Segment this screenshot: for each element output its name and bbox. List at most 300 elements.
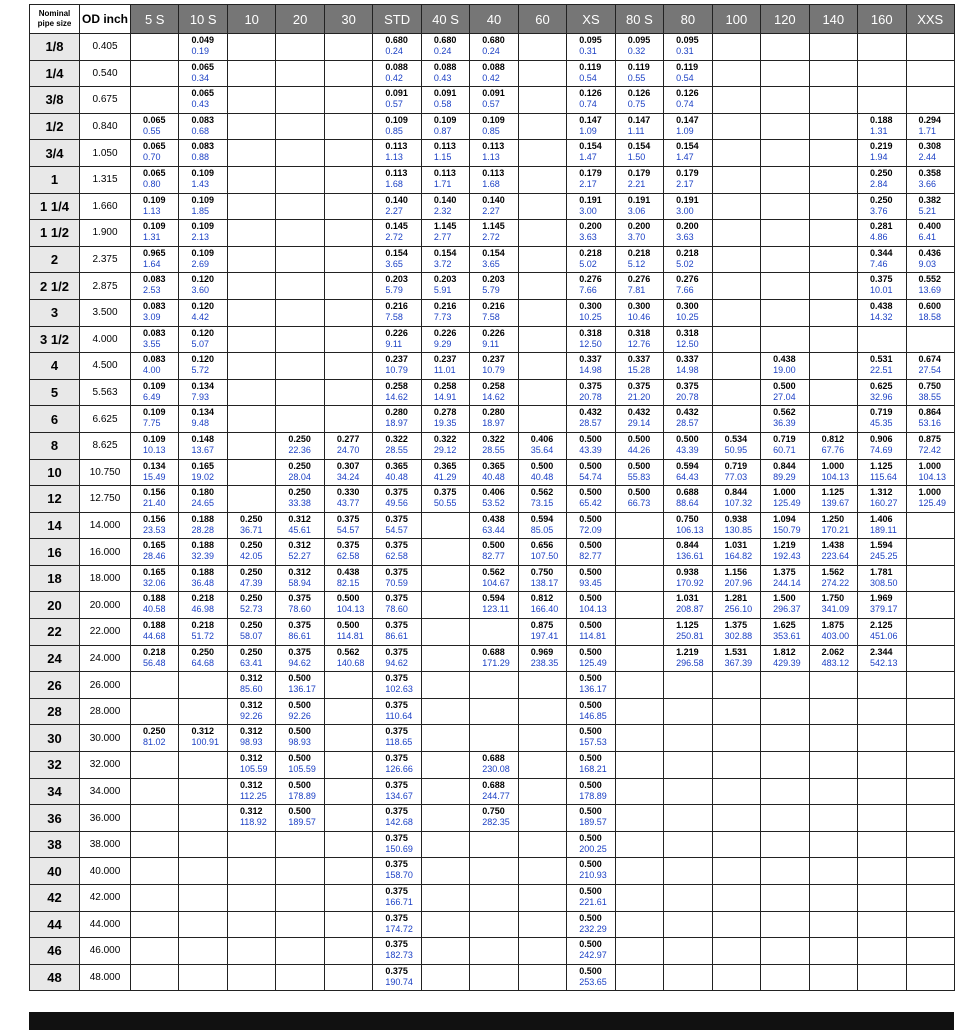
pipe-weight: 0.42 <box>482 72 500 83</box>
schedule-cell <box>373 565 421 592</box>
pipe-weight: 157.53 <box>579 737 607 748</box>
wall-thickness: 0.400 <box>918 221 942 232</box>
wall-thickness: 0.109 <box>191 247 214 258</box>
schedule-cell <box>858 353 906 380</box>
schedule-cell <box>227 246 275 273</box>
pipe-weight: 1.31 <box>143 232 161 243</box>
pipe-weight: 28.57 <box>579 418 602 429</box>
pipe-weight: 22.36 <box>288 444 311 455</box>
pipe-weight: 2.27 <box>385 205 403 216</box>
wall-thickness: 0.322 <box>433 433 457 444</box>
schedule-cell <box>373 858 421 885</box>
schedule-cell <box>421 539 469 566</box>
table-row <box>30 512 955 539</box>
schedule-cell <box>906 858 954 885</box>
schedule-cell <box>906 166 954 193</box>
schedule-cell <box>518 565 566 592</box>
table-row <box>30 87 955 114</box>
wall-thickness: 0.113 <box>385 141 408 152</box>
schedule-cell <box>131 858 179 885</box>
wall-thickness: 0.049 <box>191 35 214 45</box>
pipe-weight: 118.65 <box>385 737 413 748</box>
pipe-weight: 21.20 <box>627 391 651 402</box>
schedule-cell <box>906 911 954 938</box>
schedule-cell <box>421 911 469 938</box>
schedule-cell <box>712 885 760 912</box>
schedule-cell <box>858 140 906 167</box>
wall-thickness: 0.113 <box>482 141 505 152</box>
pipe-weight: 7.75 <box>143 418 161 429</box>
schedule-cell <box>664 486 712 513</box>
wall-thickness: 0.375 <box>288 646 311 657</box>
schedule-cell <box>664 565 712 592</box>
schedule-cell <box>421 672 469 699</box>
schedule-cell <box>567 113 615 140</box>
table-body <box>30 34 955 991</box>
nominal-size-cell: 3/4 <box>30 140 80 167</box>
schedule-cell <box>761 166 809 193</box>
schedule-cell <box>179 885 227 912</box>
wall-thickness: 0.500 <box>579 699 602 710</box>
schedule-cell <box>567 938 615 965</box>
schedule-cell <box>518 858 566 885</box>
pipe-weight: 2.17 <box>579 178 597 189</box>
schedule-cell <box>761 459 809 486</box>
od-cell: 44.000 <box>80 911 131 938</box>
pipe-weight: 114.81 <box>579 631 607 642</box>
wall-thickness: 0.148 <box>191 433 214 444</box>
schedule-cell <box>518 885 566 912</box>
pipe-weight: 192.43 <box>773 551 801 562</box>
pipe-weight: 5.91 <box>433 285 452 296</box>
schedule-cell <box>324 592 372 619</box>
wall-thickness: 0.065 <box>143 141 166 152</box>
wall-thickness: 1.031 <box>724 540 748 551</box>
pipe-weight: 12.76 <box>627 338 651 349</box>
pipe-weight: 63.44 <box>482 524 505 535</box>
wall-thickness: 0.500 <box>336 620 360 631</box>
schedule-cell <box>131 885 179 912</box>
pipe-weight: 18.97 <box>482 418 505 429</box>
schedule-cell <box>664 805 712 832</box>
pipe-weight: 130.85 <box>724 524 753 535</box>
wall-thickness: 0.095 <box>579 35 602 45</box>
wall-thickness: 0.165 <box>143 566 166 577</box>
schedule-cell <box>324 486 372 513</box>
pipe-weight: 178.89 <box>579 790 607 801</box>
wall-thickness: 0.375 <box>385 566 408 577</box>
pipe-weight: 5.72 <box>191 365 209 376</box>
schedule-header: 80 <box>664 5 712 34</box>
schedule-cell <box>809 938 857 965</box>
schedule-cell <box>179 220 227 247</box>
pipe-weight: 308.50 <box>870 577 898 588</box>
schedule-cell <box>906 645 954 672</box>
schedule-cell <box>858 592 906 619</box>
schedule-cell <box>131 911 179 938</box>
pipe-weight: 9.29 <box>433 338 452 349</box>
wall-thickness: 0.083 <box>143 327 166 338</box>
schedule-cell <box>373 273 421 300</box>
schedule-cell <box>615 672 663 699</box>
od-cell: 46.000 <box>80 938 131 965</box>
pipe-weight: 3.72 <box>433 258 452 269</box>
schedule-cell <box>664 539 712 566</box>
schedule-cell <box>179 166 227 193</box>
wall-thickness: 0.500 <box>627 433 651 444</box>
pipe-weight: 38.55 <box>918 391 942 402</box>
schedule-cell <box>858 964 906 991</box>
schedule-cell <box>809 512 857 539</box>
wall-thickness: 0.500 <box>627 460 651 471</box>
pipe-weight: 28.46 <box>143 551 166 562</box>
wall-thickness: 0.203 <box>433 274 457 285</box>
schedule-cell <box>567 353 615 380</box>
schedule-cell <box>858 166 906 193</box>
schedule-cell <box>227 964 275 991</box>
wall-thickness: 0.203 <box>482 274 505 285</box>
schedule-cell <box>131 565 179 592</box>
pipe-weight: 0.74 <box>676 99 694 110</box>
schedule-cell <box>712 193 760 220</box>
pipe-weight: 94.62 <box>288 657 311 668</box>
pipe-weight: 0.24 <box>482 46 500 56</box>
schedule-cell <box>227 459 275 486</box>
schedule-cell <box>615 938 663 965</box>
schedule-cell <box>615 87 663 114</box>
bottom-bar <box>29 1012 954 1030</box>
schedule-cell <box>809 911 857 938</box>
pipe-weight: 40.48 <box>530 471 554 482</box>
nominal-size-cell: 6 <box>30 406 80 433</box>
schedule-cell <box>664 246 712 273</box>
pipe-weight: 10.79 <box>385 365 408 376</box>
schedule-cell <box>227 938 275 965</box>
schedule-cell <box>809 805 857 832</box>
nominal-size-cell: 2 1/2 <box>30 273 80 300</box>
schedule-cell <box>615 60 663 87</box>
table-row <box>30 539 955 566</box>
wall-thickness: 1.625 <box>773 620 796 631</box>
schedule-cell <box>664 938 712 965</box>
wall-thickness: 0.500 <box>530 460 554 471</box>
wall-thickness: 1.594 <box>870 540 893 551</box>
wall-thickness: 0.969 <box>530 646 554 657</box>
wall-thickness: 0.375 <box>676 380 699 391</box>
schedule-cell <box>373 619 421 646</box>
table-row <box>30 831 955 858</box>
schedule-cell <box>809 565 857 592</box>
pipe-weight: 28.28 <box>191 524 214 535</box>
schedule-cell <box>421 805 469 832</box>
schedule-cell <box>664 459 712 486</box>
schedule-cell <box>518 672 566 699</box>
wall-thickness: 0.500 <box>288 806 311 817</box>
wall-thickness: 0.500 <box>773 380 796 391</box>
schedule-cell <box>179 698 227 725</box>
schedule-cell <box>906 512 954 539</box>
pipe-weight: 0.87 <box>433 125 452 136</box>
schedule-cell <box>906 698 954 725</box>
pipe-weight: 7.93 <box>191 391 209 402</box>
schedule-cell <box>179 911 227 938</box>
wall-thickness: 0.680 <box>433 35 457 45</box>
schedule-cell <box>518 831 566 858</box>
schedule-cell <box>324 698 372 725</box>
pipe-weight: 136.17 <box>288 684 316 695</box>
pipe-weight: 92.26 <box>239 710 263 721</box>
pipe-weight: 0.54 <box>579 72 597 83</box>
nominal-size-cell: 34 <box>30 778 80 805</box>
wall-thickness: 0.375 <box>336 540 360 551</box>
schedule-cell <box>809 220 857 247</box>
schedule-cell <box>227 698 275 725</box>
table-row <box>30 565 955 592</box>
wall-thickness: 0.375 <box>385 859 408 870</box>
pipe-weight: 6.49 <box>143 391 161 402</box>
pipe-weight: 50.55 <box>433 498 457 509</box>
schedule-cell <box>324 752 372 779</box>
schedule-cell <box>567 805 615 832</box>
wall-thickness: 0.120 <box>191 274 214 285</box>
schedule-header: XXS <box>906 5 954 34</box>
schedule-cell <box>761 140 809 167</box>
schedule-cell <box>179 592 227 619</box>
schedule-cell <box>518 166 566 193</box>
wall-thickness: 0.226 <box>385 327 408 338</box>
table-row <box>30 645 955 672</box>
schedule-header: 5 S <box>131 5 179 34</box>
pipe-weight: 150.69 <box>385 843 413 854</box>
wall-thickness: 0.134 <box>143 460 166 471</box>
od-cell: 0.675 <box>80 87 131 114</box>
schedule-cell <box>712 805 760 832</box>
schedule-cell <box>761 752 809 779</box>
schedule-cell <box>518 113 566 140</box>
schedule-header: 10 S <box>179 5 227 34</box>
pipe-weight: 1.47 <box>676 152 694 163</box>
table-row <box>30 379 955 406</box>
wall-thickness: 0.750 <box>676 513 699 524</box>
wall-thickness: 0.237 <box>433 354 457 365</box>
pipe-weight: 353.61 <box>773 631 801 642</box>
pipe-weight: 13.67 <box>191 444 214 455</box>
schedule-cell <box>809 166 857 193</box>
wall-thickness: 1.125 <box>676 620 699 631</box>
schedule-cell <box>227 166 275 193</box>
pipe-weight: 123.11 <box>482 604 510 615</box>
schedule-cell <box>131 539 179 566</box>
schedule-cell <box>470 166 518 193</box>
schedule-cell <box>227 752 275 779</box>
table-row <box>30 299 955 326</box>
schedule-cell <box>615 698 663 725</box>
pipe-weight: 5.07 <box>191 338 209 349</box>
schedule-cell <box>858 406 906 433</box>
table-row <box>30 805 955 832</box>
schedule-cell <box>421 459 469 486</box>
pipe-weight: 3.63 <box>676 232 694 243</box>
wall-thickness: 0.065 <box>143 114 166 125</box>
wall-thickness: 0.276 <box>676 274 699 285</box>
wall-thickness: 0.500 <box>579 646 602 657</box>
wall-thickness: 0.500 <box>676 433 699 444</box>
schedule-cell <box>906 406 954 433</box>
pipe-weight: 10.79 <box>482 365 505 376</box>
schedule-cell <box>615 432 663 459</box>
schedule-cell <box>421 619 469 646</box>
nominal-size-cell: 22 <box>30 619 80 646</box>
wall-thickness: 0.562 <box>482 566 505 577</box>
schedule-cell <box>712 911 760 938</box>
schedule-cell <box>179 539 227 566</box>
wall-thickness: 0.218 <box>191 620 214 631</box>
schedule-cell <box>421 34 469 61</box>
schedule-header: 40 S <box>421 5 469 34</box>
schedule-cell <box>518 353 566 380</box>
nominal-size-cell: 10 <box>30 459 80 486</box>
table-row <box>30 166 955 193</box>
schedule-cell <box>664 831 712 858</box>
schedule-cell <box>470 778 518 805</box>
pipe-weight: 35.64 <box>530 444 554 455</box>
schedule-cell <box>858 34 906 61</box>
schedule-cell <box>518 459 566 486</box>
schedule-cell <box>276 486 324 513</box>
wall-thickness: 0.330 <box>336 487 360 498</box>
wall-thickness: 0.594 <box>530 513 554 524</box>
pipe-weight: 5.12 <box>627 258 646 269</box>
schedule-header: 120 <box>761 5 809 34</box>
schedule-cell <box>421 113 469 140</box>
schedule-cell <box>518 619 566 646</box>
schedule-cell <box>276 831 324 858</box>
pipe-weight: 7.58 <box>385 311 403 322</box>
pipe-weight: 45.35 <box>870 418 893 429</box>
schedule-cell <box>373 353 421 380</box>
pipe-weight: 0.70 <box>143 152 161 163</box>
schedule-cell <box>809 831 857 858</box>
pipe-weight: 190.74 <box>385 976 413 987</box>
pipe-weight: 250.81 <box>676 631 704 642</box>
schedule-cell <box>664 619 712 646</box>
schedule-cell <box>809 672 857 699</box>
nominal-size-cell: 1 1/4 <box>30 193 80 220</box>
wall-thickness: 1.156 <box>724 566 748 577</box>
schedule-cell <box>567 885 615 912</box>
wall-thickness: 0.500 <box>579 673 602 684</box>
table-row <box>30 885 955 912</box>
pipe-weight: 64.68 <box>191 657 214 668</box>
wall-thickness: 0.200 <box>676 221 699 232</box>
pipe-weight: 3.76 <box>870 205 888 216</box>
pipe-weight: 4.00 <box>143 365 161 376</box>
wall-thickness: 0.065 <box>191 88 214 99</box>
od-header: OD inch <box>80 5 131 34</box>
schedule-header: 30 <box>324 5 372 34</box>
schedule-cell <box>858 698 906 725</box>
wall-thickness: 0.250 <box>288 487 311 498</box>
table-row <box>30 113 955 140</box>
schedule-cell <box>324 911 372 938</box>
pipe-weight: 62.58 <box>385 551 408 562</box>
schedule-cell <box>906 140 954 167</box>
schedule-cell <box>131 752 179 779</box>
pipe-weight: 125.49 <box>579 657 607 668</box>
schedule-cell <box>131 193 179 220</box>
schedule-cell <box>906 885 954 912</box>
wall-thickness: 0.191 <box>627 194 651 205</box>
schedule-cell <box>276 246 324 273</box>
schedule-cell <box>858 938 906 965</box>
pipe-weight: 2.13 <box>191 232 209 243</box>
schedule-cell <box>227 193 275 220</box>
schedule-cell <box>373 831 421 858</box>
schedule-cell <box>712 326 760 353</box>
schedule-cell <box>324 273 372 300</box>
pipe-weight: 2.44 <box>918 152 937 163</box>
od-cell: 28.000 <box>80 698 131 725</box>
schedule-cell <box>761 87 809 114</box>
schedule-cell <box>518 60 566 87</box>
wall-thickness: 0.680 <box>482 35 505 45</box>
od-cell: 30.000 <box>80 725 131 752</box>
table-row <box>30 752 955 779</box>
schedule-cell <box>324 459 372 486</box>
schedule-cell <box>761 885 809 912</box>
schedule-cell <box>518 911 566 938</box>
nominal-size-cell: 46 <box>30 938 80 965</box>
pipe-weight: 19.00 <box>773 365 796 376</box>
schedule-cell <box>276 432 324 459</box>
schedule-cell <box>858 619 906 646</box>
wall-thickness: 2.062 <box>821 646 845 657</box>
wall-thickness: 0.500 <box>482 540 505 551</box>
schedule-cell <box>179 805 227 832</box>
schedule-cell <box>761 60 809 87</box>
wall-thickness: 0.258 <box>385 380 408 391</box>
pipe-weight: 23.53 <box>143 524 166 535</box>
wall-thickness: 1.438 <box>821 540 845 551</box>
schedule-cell <box>567 60 615 87</box>
schedule-cell <box>518 406 566 433</box>
schedule-cell <box>615 645 663 672</box>
pipe-weight: 1.11 <box>627 125 645 136</box>
pipe-weight: 107.32 <box>724 498 753 509</box>
wall-thickness: 0.500 <box>579 513 602 524</box>
schedule-cell <box>373 326 421 353</box>
schedule-cell <box>179 512 227 539</box>
schedule-cell <box>179 406 227 433</box>
schedule-cell <box>858 672 906 699</box>
pipe-weight: 14.32 <box>870 311 893 322</box>
schedule-cell <box>421 725 469 752</box>
pipe-weight: 46.98 <box>191 604 214 615</box>
schedule-cell <box>179 140 227 167</box>
schedule-cell <box>712 379 760 406</box>
schedule-cell <box>276 805 324 832</box>
wall-thickness: 0.216 <box>385 300 408 311</box>
schedule-cell <box>276 592 324 619</box>
schedule-cell <box>664 752 712 779</box>
wall-thickness: 0.375 <box>385 699 408 710</box>
schedule-cell <box>227 486 275 513</box>
schedule-cell <box>809 113 857 140</box>
schedule-cell <box>858 752 906 779</box>
schedule-cell <box>567 512 615 539</box>
wall-thickness: 1.875 <box>821 620 845 631</box>
pipe-weight: 82.77 <box>579 551 602 562</box>
